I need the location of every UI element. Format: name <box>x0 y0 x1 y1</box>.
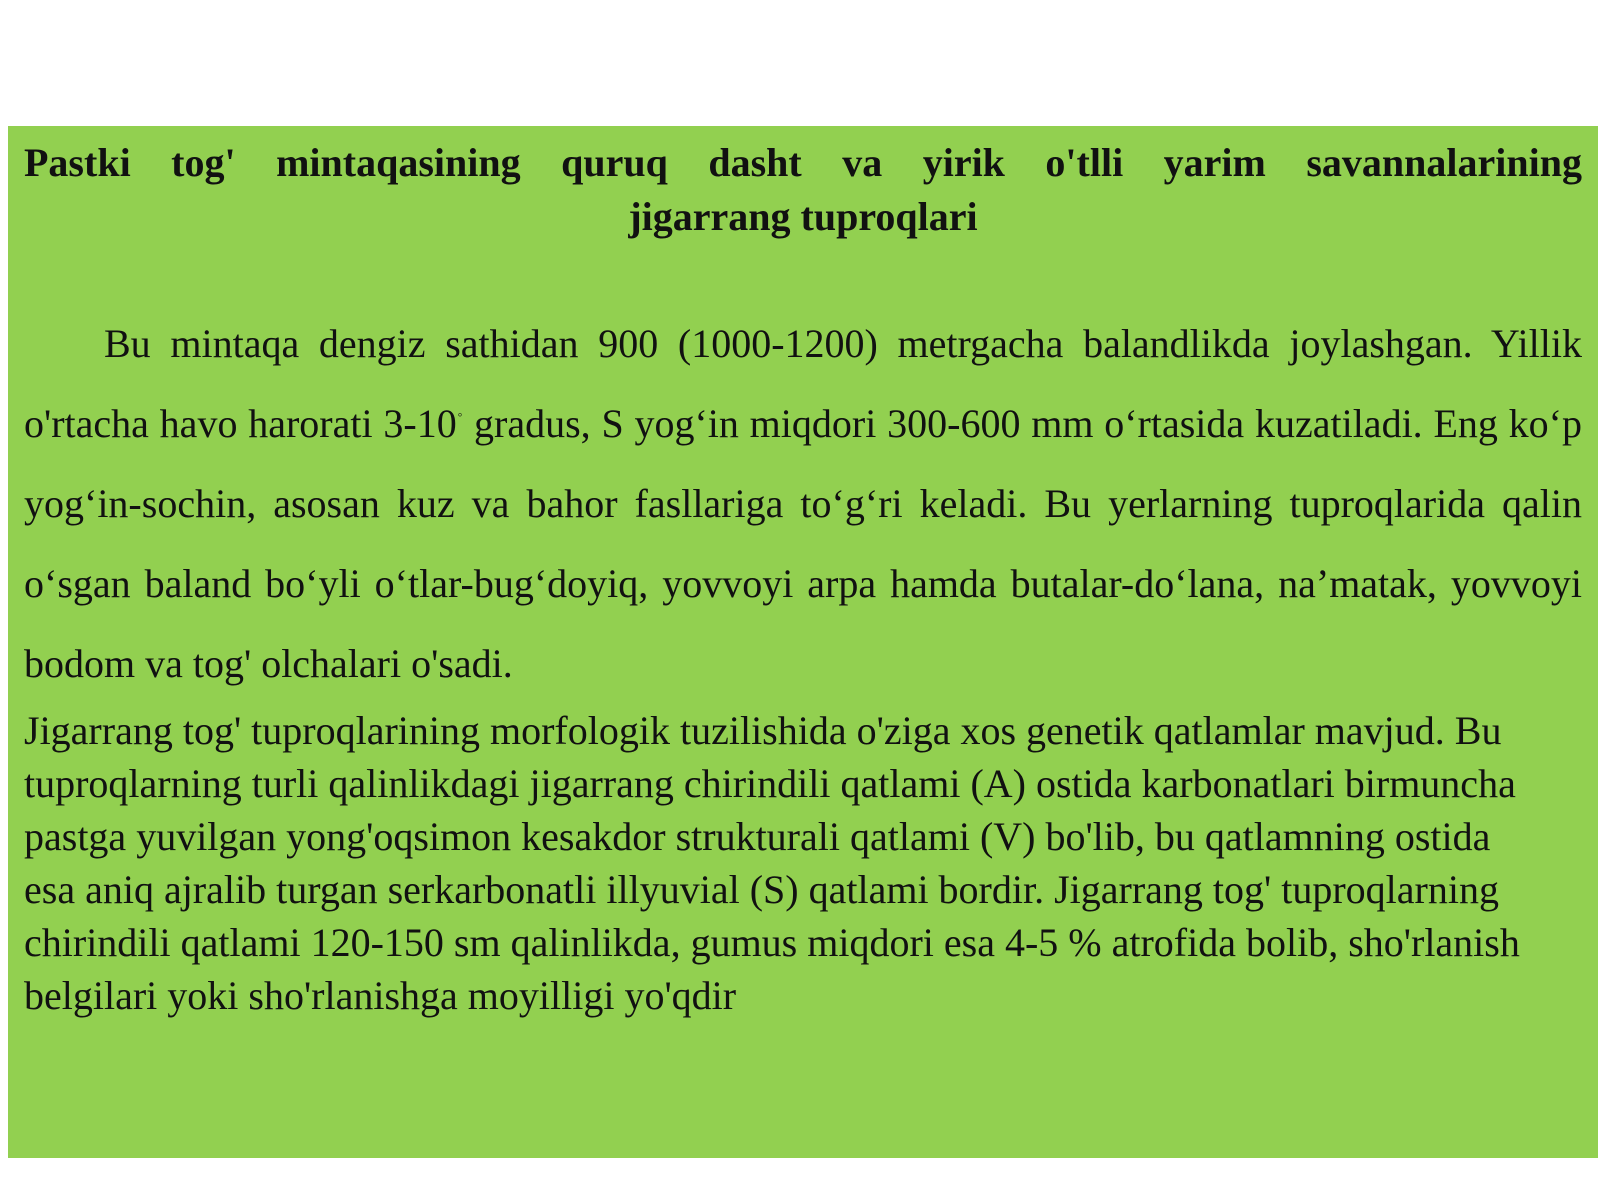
title-line-2: jigarrang tuproqlari <box>628 194 978 239</box>
paragraph-climate-part-2: gradus, S yog‘in miqdori 300-600 mm o‘rtasida kuzatiladi. Eng ko‘p yog‘in-sochin, asosan kuz va bahor fasllariga to‘g‘ri keladi. Bu yerlarning tuproqlarida qalin o‘sgan baland bo‘yli o‘tlar-bug‘doyiq, yovvoyi arpa hamda butalar-do‘lana, na’matak, yovvoyi bodom va tog' olchalari o'sadi. <box>24 401 1582 686</box>
slide-title <box>24 136 1582 244</box>
green-text-panel <box>8 126 1598 1158</box>
paragraph-climate-part-1: Bu mintaqa dengiz sathidan 900 (1000-1200) metrgacha balandlikda joylashgan. Yillik o'rtacha havo harorati 3-10 <box>24 321 1582 446</box>
paragraph-climate <box>24 304 1582 704</box>
title-line-1: Pastki tog' mintaqasining quruq dasht va yirik o'tlli yarim savannalarining <box>24 140 1582 185</box>
degree-symbol: ◦ <box>456 408 464 423</box>
paragraph-morphology: Jigarrang tog' tuproqlarining morfologik tuzilishida o'ziga xos genetik qatlamlar mavjud. Bu tuproqlarning turli qalinlikdagi jigarrang chirindili qatlami (A) ostida karbonatlari birmuncha pastga yuvilgan yong'oqsimon kesakdor strukturali qatlami (V) bo'lib, bu qatlamning ostida esa aniq ajralib turgan serkarbonatli illyuvial (S) qatlami bordir. Jigarrang tog' tuproqlarning chirindili qatlami 120-150 sm qalinlikda, gumus miqdori esa 4-5 % atrofida bolib, sho'rlanish belgilari yoki sho'rlanishga moyilligi yo'qdir <box>24 708 1520 1018</box>
